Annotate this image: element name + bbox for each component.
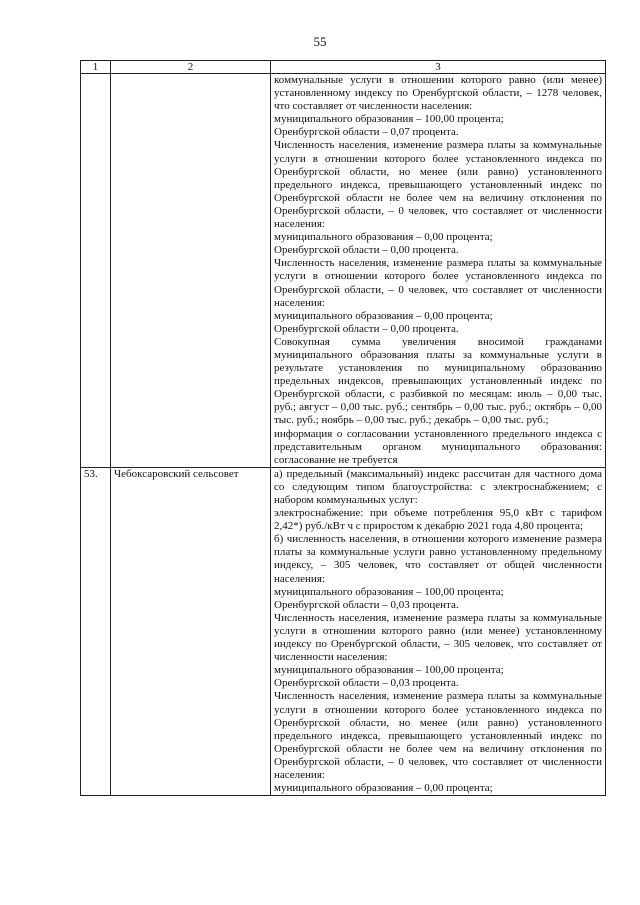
paragraph: Оренбургской области – 0,07 процента. [274,126,459,139]
paragraph: коммунальные услуги в отношении которого равно (или менее) установленному индексу по Оренбургской области, – 1278 человек, что составляет от численности населения: [274,74,602,113]
paragraph: б) численность населения, в отношении которого изменение размера платы за коммунальные услуги равно установленному предельному индексу, – 305 человек, что составляет от общей численности населения: [274,533,602,585]
paragraph: Численность населения, изменение размера платы за коммунальные услуги в отношении которого более установленного индекса по Оренбургской области, но менее (или равно) установленного предельного индекса, превышающего установленный индекс по Оренбургской области не более чем на величину отклонения по Оренбургской области, – 0 человек, что составляет от численности населения: [274,690,602,781]
table-row [81,467,606,795]
paragraph: а) предельный (максимальный) индекс рассчитан для частного дома со следующим типом благоустройства: с электроснабжением; с набором коммунальных услуг: [274,467,602,506]
paragraph: Оренбургской области – 0,00 процента. [274,322,459,335]
municipality-name [111,74,271,468]
paragraph: Численность населения, изменение размера платы за коммунальные услуги в отношении которого равно (или менее) установленному индексу по Оренбургской области, – 305 человек, что составляет от численности населения: [274,611,602,664]
paragraph: муниципального образования – 0,00 процента; [274,782,493,795]
municipality-name: Чебоксаровский сельсовет [111,467,271,795]
paragraph: Оренбургской области – 0,00 процента. [274,244,459,257]
paragraph: муниципального образования – 100,00 процента; [274,664,504,677]
table-header-row [81,61,606,74]
paragraph: Оренбургской области – 0,03 процента. [274,677,459,690]
paragraph: информация о согласовании установленного предельного индекса с представительным органом муниципального образования: согласование не требуется [274,427,602,466]
column-header-1: 1 [81,61,111,74]
data-table [80,60,606,796]
paragraph: муниципального образования – 0,00 процента; [274,231,493,244]
column-header-3: 3 [271,61,606,74]
paragraph: муниципального образования – 100,00 процента; [274,585,504,598]
row-number: 53. [81,467,111,795]
paragraph: электроснабжение: при объеме потребления 95,0 кВт с тарифом 2,42*) руб./кВт ч с приростом к декабрю 2021 года 4,80 процента; [274,507,602,533]
paragraph: Численность населения, изменение размера платы за коммунальные услуги в отношении которого более установленного индекса по Оренбургской области, но менее (или равно) установленного предельного индекса, превышающего установленный индекс по Оренбургской области не более чем на величину отклонения по Оренбургской области, – 0 человек, что составляет от численности населения: [274,139,602,231]
paragraph: Совокупная сумма увеличения вносимой гражданами муниципального образования платы за коммунальные услуги в результате установления по муниципальному образованию предельных индексов, превышающих установленный индекс по Оренбургской области, с разбивкой по месяцам: июль – 0,00 тыс. руб.; август – 0,00 тыс. руб.; сентябрь – 0,00 тыс. руб.; октябрь – 0,00 тыс. руб.; ноябрь – 0,00 тыс. руб.; декабрь – 0,00 тыс. руб.; [274,335,602,427]
paragraph: муниципального образования – 0,00 процента; [274,309,493,322]
row-description [271,467,606,795]
paragraph: муниципального образования – 100,00 процента; [274,113,504,126]
row-number [81,74,111,468]
table-row [81,74,606,468]
page-number: 55 [313,34,327,49]
column-header-2: 2 [111,61,271,74]
paragraph: Оренбургской области – 0,03 процента. [274,598,459,611]
paragraph: Численность населения, изменение размера платы за коммунальные услуги в отношении которого более установленного индекса по Оренбургской области, – 0 человек, что составляет от численности населения: [274,257,602,309]
row-description [271,74,606,468]
